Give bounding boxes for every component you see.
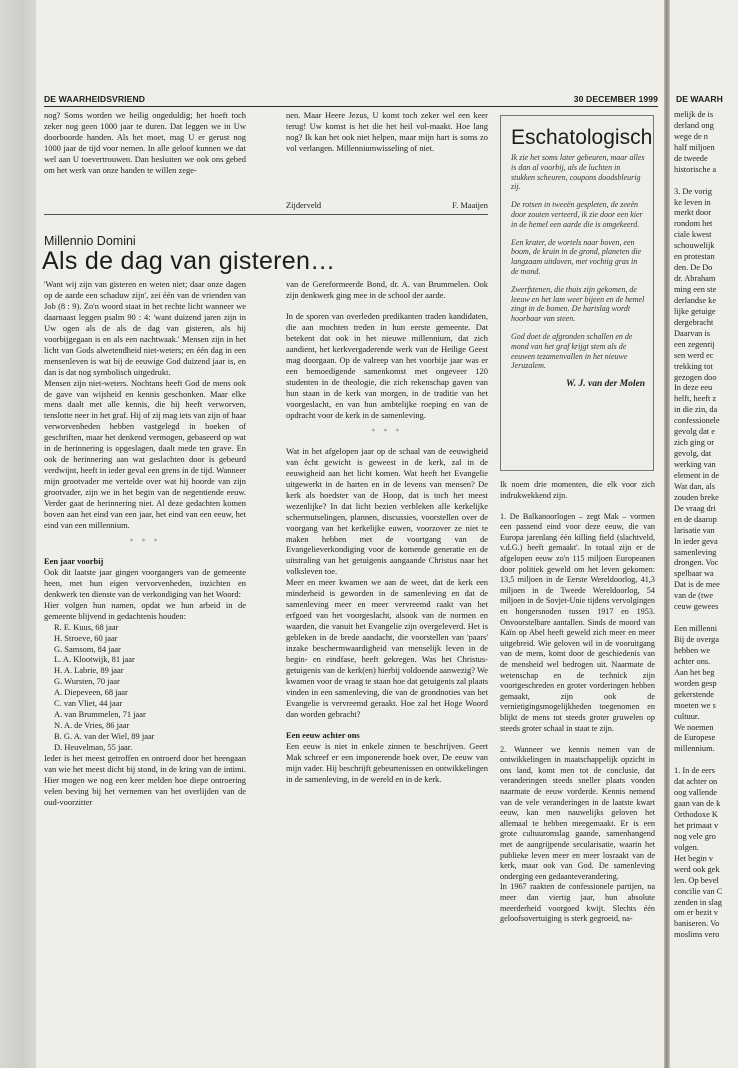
signoff-place: Zijderveld [286, 200, 322, 210]
fragment-line: den. De Do [674, 263, 713, 273]
list-item: B. G. A. van der Wiel, 89 jaar [54, 731, 155, 742]
paragraph: Hier volgen hun namen, opdat we hun arbeid in de gemeente blijvend in gedachtenis houden: [44, 599, 246, 621]
fragment-line: spelbaar wa [674, 569, 714, 579]
article-kicker: Millennio Domini [44, 234, 136, 248]
fragment-line: Daarvan is [674, 328, 711, 338]
fragment-line: werd ook gek [674, 864, 720, 874]
list-item: R. E. Kuus, 68 jaar [54, 621, 119, 632]
fragment-line: helft, heeft z [674, 394, 717, 404]
list-item: L. A. Klootwijk, 81 jaar [54, 654, 135, 665]
fragment-line: ming een ste [674, 285, 717, 294]
fragment-line: ceuw gewees [674, 602, 719, 612]
fragment-line: trekking tot [674, 361, 713, 371]
fragment-line: De vraag dri [674, 503, 716, 513]
poem-title: Eschatologisch [511, 126, 653, 149]
fragment-line: ke leven in [674, 197, 711, 207]
list-item: A. Diepeveen, 68 jaar [54, 687, 128, 698]
article-headline: Als de dag van gisteren… [42, 247, 336, 275]
fragment-line: werking van [674, 460, 716, 469]
paragraph: Ik noem drie momenten, die elk voor zich indrukwekkend zijn. [500, 480, 655, 500]
fragment-line: 3. De vorig [674, 186, 712, 196]
list-item: H. A. Labrie, 89 jaar [54, 665, 124, 676]
poem-author: W. J. van der Molen [566, 379, 645, 390]
fragment-line [674, 755, 738, 766]
section-heading: Een jaar voorbij [44, 555, 104, 566]
fragment-line: gekerstende [674, 689, 714, 699]
fragment-line: volgen. [674, 842, 699, 852]
fragment-line: gevolg dat e [674, 427, 715, 437]
paragraph: Wat in het afgelopen jaar op de schaal van de eeuwigheid van ècht gewicht is geweest in de kerk, zal in de eeuwigheid aan het licht komen. Wat heeft het Evangelie uitgewerkt in de harten en in de levens van mensen? De kerk als hoedster van de Hoop, dat is toch het meest wezenlijke? In dat licht bezien verbleken alle kerkelijke schermutselingen, plannen, discussies, voorstellen over de voorgang van het kerkelijke euwen, voorzover ze niet te maken hebben met de voortgang van de Evangelieverkondiging voor de komende generatie en de uitstraling van het getuigenis aangaande Christus naar het volksleven toe. [286, 445, 488, 577]
fragment-line: derlandse ke [674, 295, 717, 305]
fragment-line: In ieder geva [674, 536, 718, 546]
next-page-column [674, 110, 738, 941]
article-column-2 [286, 279, 488, 785]
fragment-line: 1. In de eers [674, 766, 715, 776]
next-page-edge [670, 0, 738, 1068]
header-rule [44, 106, 658, 107]
paragraph: van de Gereformeerde Bond, dr. A. van Brummelen. Ook zijn denkwerk ging mee in de school der aarde. [286, 279, 488, 300]
list-item: G. Wursten, 70 jaar [54, 676, 120, 687]
fragment-line: Aan het beg [674, 667, 715, 677]
paragraph: Ook dit laatste jaar gingen voorgangers van de gemeente heen, met hun eigen vervorvenheden, inzichten en denkwerk ten dienste van de verkondiging van het Woord: [44, 566, 246, 599]
fragment-line: hebben we [674, 645, 711, 655]
fragment-line: Een millenni [674, 624, 718, 634]
fragment-line: rondom het [674, 219, 713, 229]
fragment-line: element in de [674, 470, 720, 480]
fragment-line: In deze eeu [674, 383, 713, 393]
fragment-line: derland ong [674, 120, 714, 130]
page-header [36, 92, 664, 106]
fragment-line: in die zin, da [674, 405, 718, 415]
fragment-line: de Europese [674, 733, 716, 743]
fragment-line: van de (twe [674, 591, 714, 601]
paragraph: Ieder is het meest getroffen en ontroerd door het heengaan van wie het meest dicht bij stond, in de kring van de intimi. Hier mogen we nog een keer melden hoe diepe ontroering velen beving bij het vernemen van het overlijden van de oud-voorzitter [44, 753, 246, 807]
fragment-line: een zegenrij [674, 339, 715, 349]
article-column-3 [500, 480, 655, 925]
fragment-line: Het begin v [674, 853, 714, 863]
paragraph: nog? Soms worden we heilig ongeduldig; het hoeft toch zeker nog geen 1000 jaar te duren. Dat leggen we in Uw doorboorde handen. Als het moet, mag U er gerust nog 1000 jaar de tijd voor nemen. In alle geloof kunnen we dat wel aan U toevertrouwen. Dan besluiten we ook ons gebed om het werk van onze handen te willen zege- [44, 110, 246, 175]
signoff [286, 200, 488, 210]
fragment-line: zich ging or [674, 438, 715, 448]
paragraph: 2. Wanneer we kennis nemen van de ontwikkelingen in maatschappelijk opzicht in ons land, komt men tot de conclusie, dat veranderingen steeds sneller plaats vonden naarmate de eeuw vorderde. Kennis nemend van de vele veranderingen in de laatste kwart eeuw, kan men nauwelijks geloven het allemaal te hebben meegemaakt. Er is een grote cultuuromslag gaande, samenhangend met de aangrijpende secularisatie, waarin het publieke leven meer en meer losraakt van de kerk, maar ook van God. De samenleving onderging een gedaanteverandering. [500, 744, 655, 881]
fragment-line: baniseren. Vo [674, 919, 720, 929]
poem-stanza: Een krater, de wortels naar boven, een boom, de kruin in de grond, planeten die langzaam uitdoven, met vochtig gras in de mond. [511, 237, 642, 276]
section-stars: * * * [129, 536, 161, 546]
fragment-line: Wat dan, als [674, 481, 715, 491]
fragment-line: half miljoen [674, 142, 715, 152]
fragment-line: confessionele [674, 416, 720, 426]
list-item: N. A. de Vries, 86 jaar [54, 720, 130, 731]
fragment-line: worden gesp [674, 678, 717, 688]
section-divider [44, 214, 488, 215]
fragment-line: achter ons. [674, 656, 711, 666]
fragment-line: moslims vero [674, 930, 720, 940]
list-item: C. van Vliet, 44 jaar [54, 698, 123, 709]
poem-stanza: Zwerfstenen, die thuis zijn gekomen, de leeuw en het lam weer bijeen en de hemel zingt in de bomen. De hartslag wordt hoorbaar van steen. [511, 284, 645, 324]
fragment-line: gevolg, dat [674, 449, 712, 459]
list-item: H. Stroeve, 60 jaar [54, 632, 118, 643]
next-page-header: DE WAARH [676, 94, 723, 104]
fragment-line: melijk de is [674, 110, 714, 119]
fragment-line: We noemen [674, 722, 714, 732]
paragraph: nen. Maar Heere Jezus, U komt toch zeker wel een keer terug! Uw komst is het die het heil vol-maakt. Hoe lang nog? Ik kan het ook niet helpen, maar mijn hart is soms zo vol verlangen. Millenniumwisseling of niet. [286, 110, 488, 153]
top-left-column [44, 110, 246, 176]
section-heading: Een eeuw achter ons [286, 730, 360, 741]
fragment-line: samenleving [674, 547, 717, 557]
list-item: A. van Brummelen, 71 jaar [54, 709, 146, 720]
poem-stanza: God doet de afgronden schallen en de mond van het graf krijgt stem als de eeuwen tezamenvallen in het nieuwe Jeruzalem. [511, 331, 633, 371]
top-middle-column [286, 110, 488, 154]
fragment-line: larisatie van [674, 525, 715, 535]
fragment-line: dergebracht [674, 317, 714, 327]
list-item: D. Heuvelman, 55 jaar. [54, 742, 133, 753]
fragment-line [674, 613, 738, 624]
paragraph: Een eeuw is niet in enkele zinnen te beschrijven. Geert Mak schreef er een imponerende boek over, De eeuw van mijn vader. Hij beschrijft gebeurtenissen en ontwikkelingen in de samenleving, in de wereld en in de kerk. [286, 741, 488, 785]
poem-stanza: Ik zie het soms later gebeuren, maar alles is dan al voorbij, als de luchten in stukken scheuren, coupons doodsbleurig zij. [511, 153, 645, 192]
newspaper-page [36, 0, 664, 1068]
fragment-line: gaan van de k [674, 799, 721, 809]
signoff-author: F. Maaijen [452, 200, 488, 210]
fragment-line: het primaat v [674, 820, 719, 830]
fragment-line: len. Op bevel [674, 875, 719, 885]
fragment-line: nog vele gro [674, 831, 716, 841]
fragment-line: historische a [674, 164, 717, 174]
paragraph: In 1967 raakten de confessionele partijen, na meer dan viertig jaar, hun absolute meerderheid voorgoed kwijt. Slechts één geloofsovertuiging is sterk gegroeid, na- [500, 882, 655, 924]
fragment-line: de tweede [674, 153, 708, 163]
issue-date: 30 DECEMBER 1999 [573, 94, 658, 104]
fragment-line: zouden breke [674, 492, 719, 502]
fragment-line: ciale kwest [674, 230, 712, 240]
fragment-line: concilie van C [674, 886, 723, 896]
fragment-line: cultuur. [674, 711, 700, 721]
fragment-line: merkt door [674, 208, 711, 218]
paragraph: 'Want wij zijn van gisteren en weten niet; daar onze dagen op de aarde een schaduw zijn', zei één van de vrienden van Job (8 : 9). Zo'n woord staat in het rechte licht wanneer we daarnaast leggen psalm 90 : 4: 'want duizend jaren zijn in Uw ogen als de als de dag van gisteren, als hij voorbijgegaan is en als een nachtwaak.' Mensen zijn in het licht van Gods alwetendheid niet-weters; en één dag in een mensenleven is wat bij de eeuwige God duizend jaar is, en dan is dat nog symbolisch uitgedrukt. [44, 279, 246, 377]
fragment-line: moeten we s [674, 700, 716, 710]
poem-stanza: De rotsen in tweeën gespleten, de zeeën door zouten verteerd, ik zie door een kier in de hemel een aarde die is omgekeerd. [511, 200, 643, 229]
fragment-line: om er bezit v [674, 908, 718, 918]
poem-box [500, 115, 654, 471]
fragment-line: gezogen doo [674, 372, 717, 382]
fragment-line [674, 176, 738, 187]
fragment-line: Dat is de mee [674, 580, 720, 590]
fragment-line: en protestan [674, 252, 715, 262]
fragment-line: sen werd ec [674, 350, 714, 360]
fragment-line: millennium. [674, 744, 715, 754]
paragraph: Meer en meer kwamen we aan de weet, dat de kerk een minderheid is geworden in de samenleving en dat de samenleving meer en meer vervreemd raakt van het erfgoed van het voorgeslacht, alsook van de normen en waarden, die vanuit het Evangelie zijn overgeleverd. Het is gebleken in de brede aandacht, die voorstellen van 'paars' inzake beschermwaardigheid van menselijk leven in de begin- en eindfase, heeft gekregen. Was het Christus-getuigenis van de kerk(en) hierbij voldoende aanwezig? We kwamen voor de vraag te staan hoe dat getuigenis zal plaats vinden in een samenleving, die van de grondnoties van het Evangelie is vervreemd geraakt. Hoe zal het Hoge Woord dan worden gebracht? [286, 577, 488, 719]
paragraph: Mensen zijn niet-weters. Nochtans heeft God de mens ook de gave van wijsheid en kennis geschonken. Maar elke mens daalt met alle kennis, die hij heeft verworven, tenslotte neer in het graf. Hij of zij mag iets van zijn of haar verworvenheden hebben vastgelegd in boeken of geschriften, maar het denkend vermogen, gebaseerd op wat in de herinnering is opgeslagen, daalt mede ten grave. En ook de herinnering aan wat geslachten door is gebeurd verdwijnt, heeft in ieder geval een grens in de tijd. Wanneer mijn grootvader me vertelde over wat hij hoorde van zijn grootvader, zijn we in het begin van de negentiende eeuw. Verder gaat de herinnering niet. Al deze gedachten komen boven aan het eind van een jaar, het eind van een eeuw, het eind van een millennium. [44, 377, 246, 530]
fragment-line: Orthodoxe K [674, 810, 718, 819]
paragraph: In de sporen van overleden predikanten traden kandidaten, die aan mochten treden in hun eerste gemeente. Dat betekent dat ook in het nieuwe millennium, dat zich aandient, het kerkvergaderende werk van de Heilige Geest mag doorgaan. Op de valreep van het voorbije jaar was er een bemoedigende samenkomst met ongeveer 120 studenten in de theologie, die zich rekenschap gaven van hun staan in de kerk van morgen, in de traditie van het voorgeslacht, en van hun ambtelijke roeping en van de opdracht voor de kerk in de samenleving. [286, 311, 488, 420]
fragment-line: Bij de overga [674, 635, 719, 644]
fragment-line: zenden in slag [674, 897, 722, 907]
fragment-line: drongen. Voc [674, 558, 719, 568]
fragment-line: wege de n [674, 131, 708, 141]
paragraph: 1. De Balkanoorlogen – zegt Mak – vormen een passend eind voor deze eeuw, die van Europa jarenlang één killing field (slachtveld, v.d.G.) heeft gemaakt'. In totaal zijn er de afgelopen eeuw zo'n 115 miljoen Europeanen door politiek geweld om het leven gekomen: 13,5 miljoen in de Eerste Wereldoorlog, 41,3 miljoen in de Tweede Wereldoorlog, 54 miljoen in de Sovjet-Unie tijdens vervolgingen en hongersnoden tussen 1917 en 1953. Onvoorstelbare aantallen. Sinds de moord van Kaïn op Abel heeft geweld zich meer en meer uitgebreid. Wie geloven wil in de vooruitgang van de mens, komt door de geschiedenis van de mensheid wel bedrogen uit. Naarmate de wetenschap en de technick zijn voortgeschreden en groter vorderingen hebben gemaakt, zijn ook de vernietigingsmogelijkheden toegenomen en blijkt de mens tot steeds groter gruwelen op steeds groter schaal in staat te zijn. [500, 511, 655, 733]
section-stars: * * * [371, 426, 403, 436]
fragment-line: dr. Abraham [674, 274, 716, 284]
fragment-line: oog vallende [674, 788, 718, 798]
fragment-line: lijke getuige [674, 306, 716, 316]
list-item: G. Samsom, 84 jaar [54, 643, 121, 654]
fragment-line: en de daarop [674, 514, 717, 524]
article-column-1 [44, 279, 246, 808]
publication-name: DE WAARHEIDSVRIEND [44, 94, 146, 104]
fragment-line: dat achter on [674, 777, 718, 787]
fragment-line: schouwelijk [674, 241, 715, 251]
names-list [44, 622, 246, 753]
